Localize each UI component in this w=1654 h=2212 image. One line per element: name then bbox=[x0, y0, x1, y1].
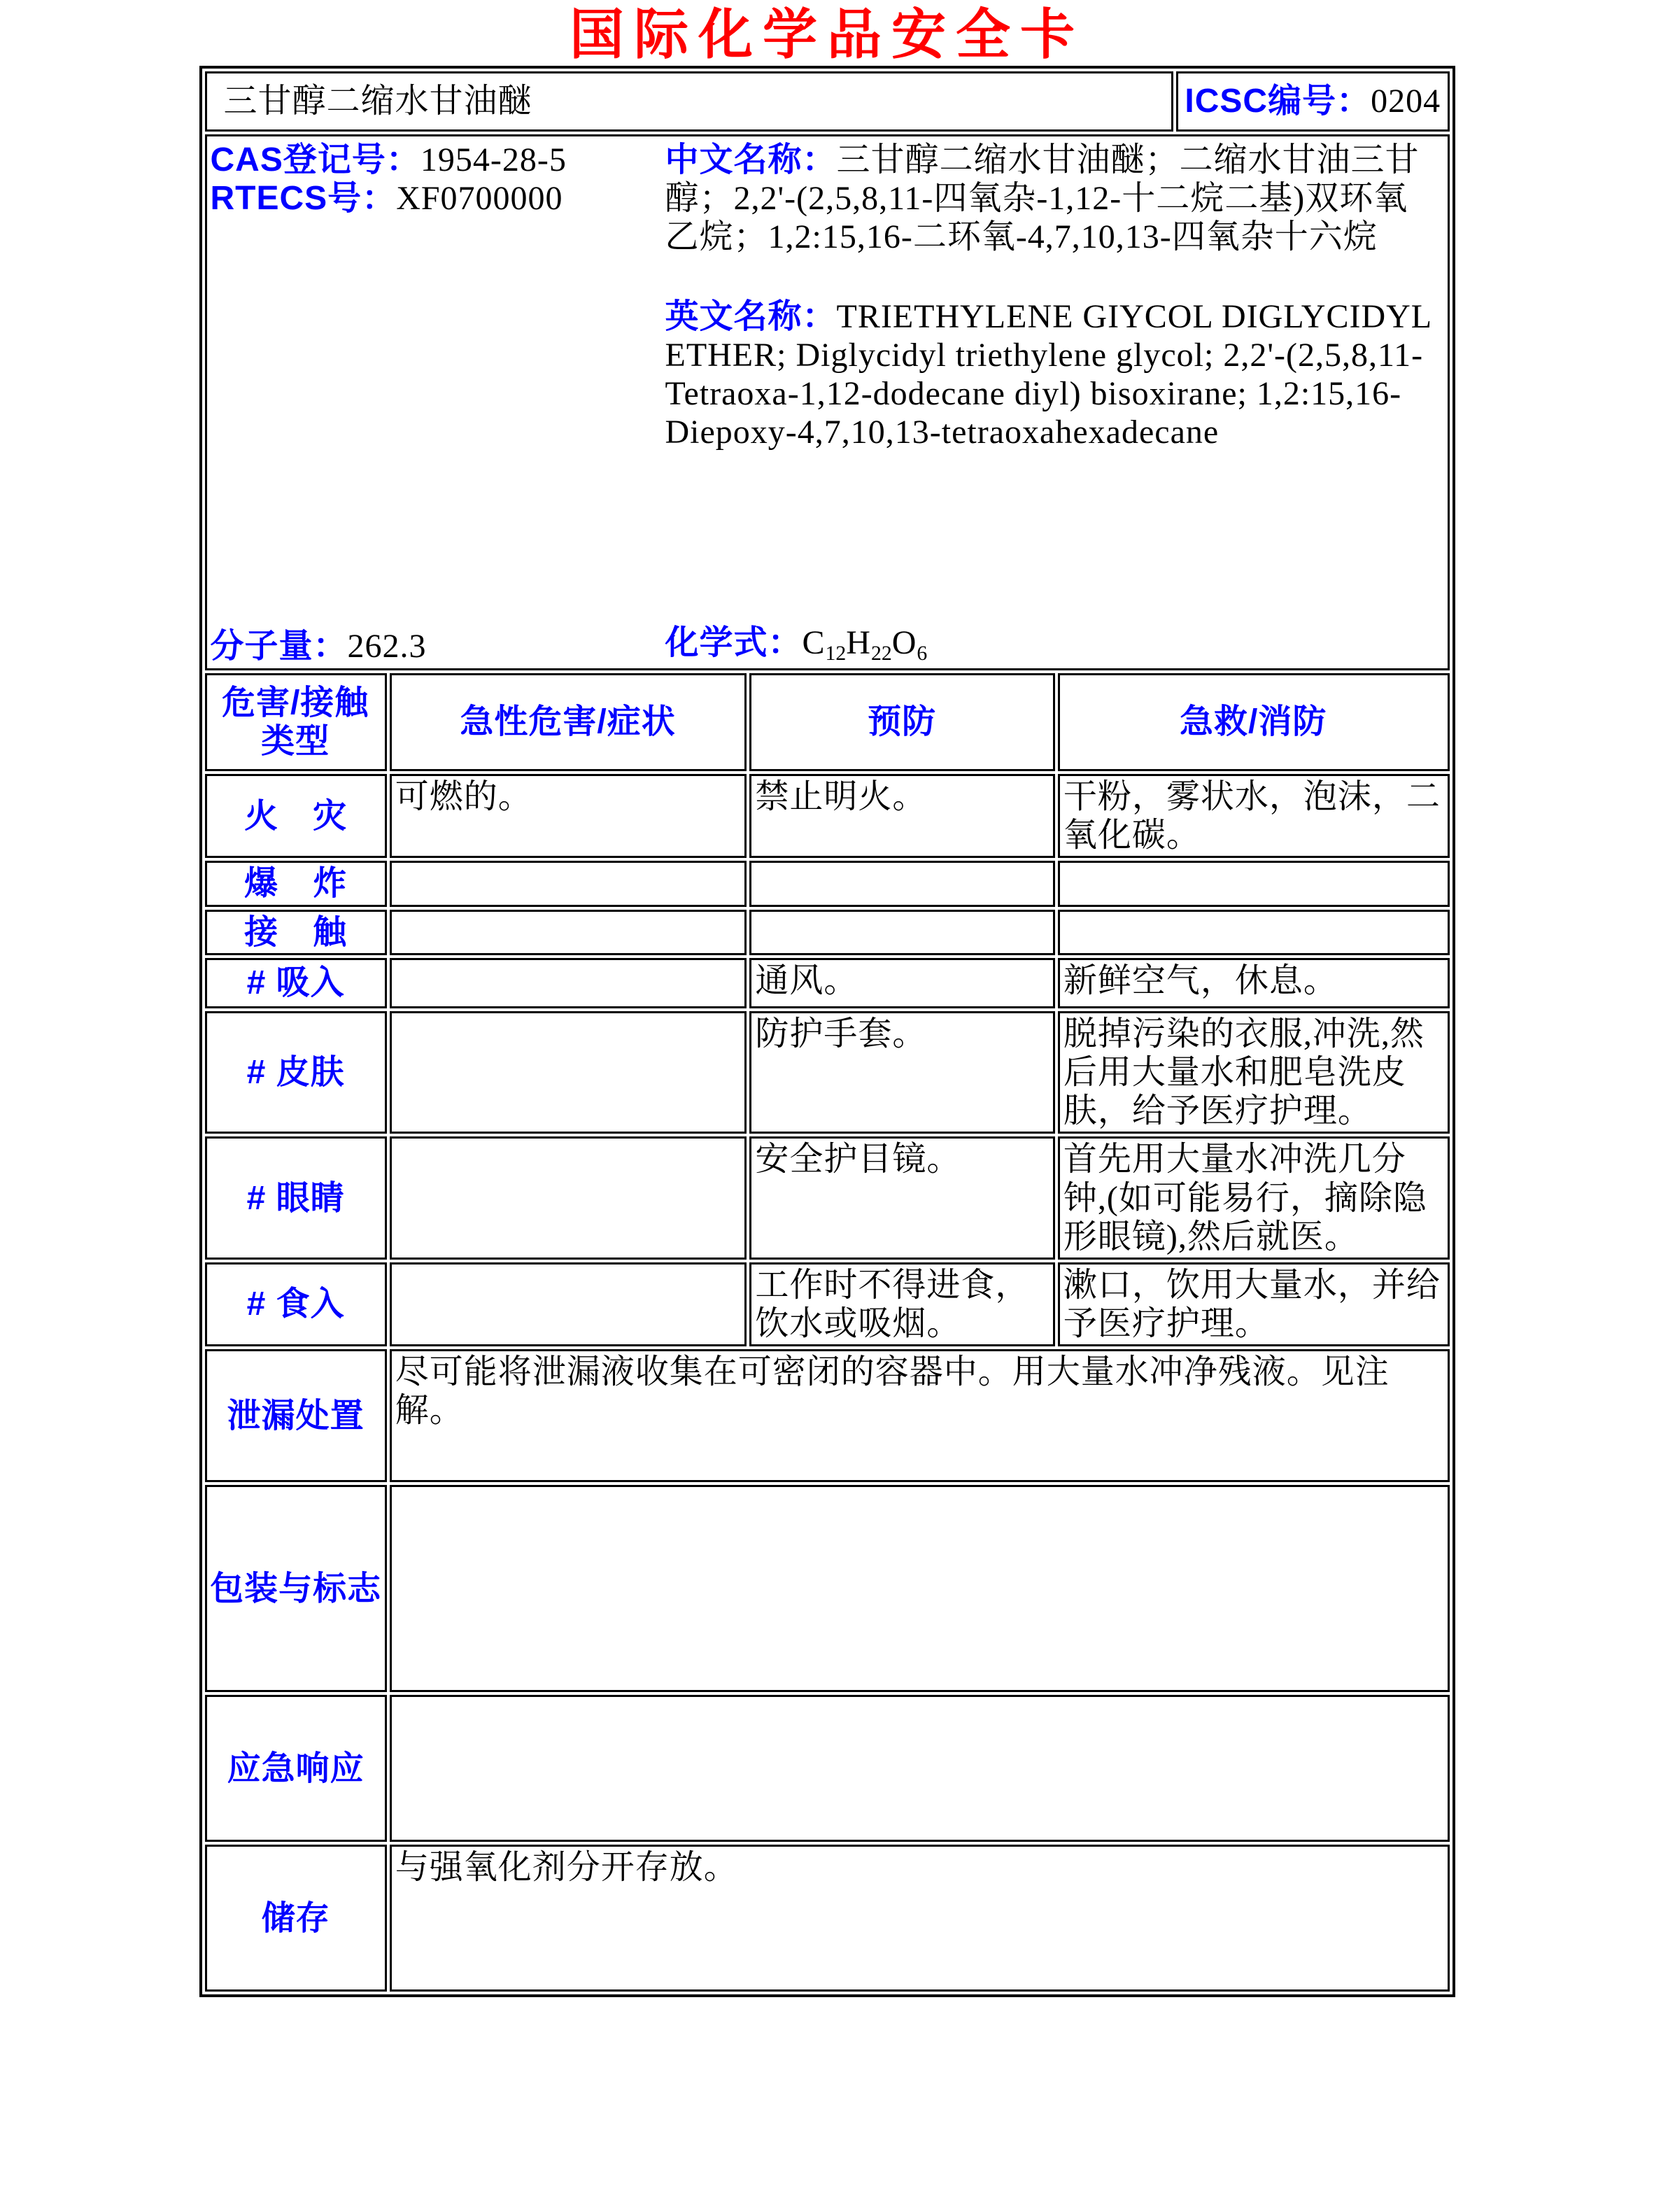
row-label-skin: # 皮肤 bbox=[205, 1011, 387, 1134]
inhalation-prevention: 通风。 bbox=[749, 958, 1054, 1008]
section-label-spillage: 泄漏处置 bbox=[205, 1349, 387, 1482]
packaging-content bbox=[390, 1485, 1450, 1692]
cas-line bbox=[211, 141, 665, 179]
names-block bbox=[665, 141, 1442, 665]
section-label-packaging: 包装与标志 bbox=[205, 1485, 387, 1692]
emergency-content bbox=[390, 1695, 1450, 1842]
card-header-row bbox=[205, 71, 1450, 132]
row-label-inhalation: # 吸入 bbox=[205, 958, 387, 1008]
inhalation-response: 新鲜空气，休息。 bbox=[1058, 958, 1450, 1008]
skin-response: 脱掉污染的衣服,冲洗,然后用大量水和肥皂洗皮肤，给予医疗护理。 bbox=[1058, 1011, 1450, 1134]
explosion-response bbox=[1058, 861, 1450, 906]
english-name-label: 英文名称： bbox=[665, 297, 837, 335]
rtecs-value: XF0700000 bbox=[396, 180, 563, 218]
safety-card-table bbox=[199, 66, 1455, 1997]
chinese-name-value: 三甘醇二缩水甘油醚；二缩水甘油三甘醇；2,2'-(2,5,8,11-四氧杂-1,12-十二烷二基)双环氧乙烷；1,2:15,16-二环氧-4,7,10,13-四氧杂十六烷 bbox=[665, 141, 1420, 256]
hazard-row-explosion bbox=[205, 861, 1450, 906]
chinese-name-label: 中文名称： bbox=[665, 141, 837, 178]
molecular-weight-line bbox=[211, 627, 665, 665]
section-label-emergency: 应急响应 bbox=[205, 1695, 387, 1842]
formula-label: 化学式： bbox=[665, 624, 803, 661]
formula-value: $C_{12}H_{22}O_6$ bbox=[802, 624, 928, 665]
hazard-row-eyes bbox=[205, 1136, 1450, 1260]
molecular-weight-value: 262.3 bbox=[347, 627, 427, 665]
hazard-row-skin bbox=[205, 1011, 1450, 1134]
header-acute-hazards: 急性危害/症状 bbox=[390, 673, 747, 771]
icsc-number: 0204 bbox=[1371, 83, 1441, 120]
row-label-eyes: # 眼睛 bbox=[205, 1136, 387, 1260]
ingestion-response: 漱口，饮用大量水，并给予医疗护理。 bbox=[1058, 1262, 1450, 1346]
section-row-storage bbox=[205, 1845, 1450, 1992]
english-name-value: TRIETHYLENE GIYCOL DIGLYCIDYL ETHER; Diglycidyl triethylene glycol; 2,2'-(2,5,8,11-Tetraoxa-1,12-dodecane diyl) bisoxirane; 1,2:15,16-Diepoxy-4,7,10,13-tetraoxahexadecane bbox=[665, 297, 1432, 451]
hazard-row-contact bbox=[205, 910, 1450, 955]
molecular-weight-label: 分子量： bbox=[210, 627, 348, 665]
identity-row bbox=[205, 134, 1450, 670]
row-label-explosion: 爆 炸 bbox=[205, 861, 387, 906]
ingestion-prevention: 工作时不得进食，饮水或吸烟。 bbox=[749, 1262, 1054, 1346]
skin-symptoms bbox=[390, 1011, 747, 1134]
row-label-fire: 火 灾 bbox=[205, 774, 387, 858]
contact-response bbox=[1058, 910, 1450, 955]
hazard-row-inhalation bbox=[205, 958, 1450, 1008]
fire-response: 干粉，雾状水，泡沫，二氧化碳。 bbox=[1058, 774, 1450, 858]
skin-prevention: 防护手套。 bbox=[749, 1011, 1054, 1134]
rtecs-label: RTECS号： bbox=[210, 180, 397, 218]
icsc-label: ICSC编号： bbox=[1185, 83, 1371, 120]
registry-block bbox=[211, 141, 665, 665]
rtecs-line bbox=[211, 179, 665, 218]
hazard-row-ingestion bbox=[205, 1262, 1450, 1346]
contact-symptoms bbox=[390, 910, 747, 955]
section-label-storage: 储存 bbox=[205, 1845, 387, 1992]
inhalation-symptoms bbox=[390, 958, 747, 1008]
fire-prevention: 禁止明火。 bbox=[749, 774, 1054, 858]
chemical-name: 三甘醇二缩水甘油醚 bbox=[205, 71, 1174, 132]
icsc-number-cell bbox=[1176, 71, 1449, 132]
ingestion-symptoms bbox=[390, 1262, 747, 1346]
hazard-header-row bbox=[205, 673, 1450, 771]
fire-symptoms: 可燃的。 bbox=[390, 774, 747, 858]
eyes-symptoms bbox=[390, 1136, 747, 1260]
eyes-prevention: 安全护目镜。 bbox=[749, 1136, 1054, 1260]
header-prevention: 预防 bbox=[749, 673, 1054, 771]
explosion-prevention bbox=[749, 861, 1054, 906]
cas-label: CAS登记号： bbox=[210, 141, 420, 178]
english-name-paragraph bbox=[665, 297, 1442, 452]
identity-cell bbox=[205, 134, 1450, 670]
hazard-row-fire bbox=[205, 774, 1450, 858]
section-row-spillage bbox=[205, 1349, 1450, 1482]
eyes-response: 首先用大量水冲洗几分钟,(如可能易行，摘除隐形眼镜),然后就医。 bbox=[1058, 1136, 1450, 1260]
section-row-emergency bbox=[205, 1695, 1450, 1842]
contact-prevention bbox=[749, 910, 1054, 955]
row-label-contact: 接 触 bbox=[205, 910, 387, 955]
storage-content: 与强氧化剂分开存放。 bbox=[390, 1845, 1450, 1992]
chinese-name-paragraph bbox=[665, 141, 1442, 257]
section-row-packaging bbox=[205, 1485, 1450, 1692]
cas-value: 1954-28-5 bbox=[420, 141, 567, 178]
header-hazard-type: 危害/接触 类型 bbox=[205, 673, 387, 771]
spillage-content: 尽可能将泄漏液收集在可密闭的容器中。用大量水冲净残液。见注解。 bbox=[390, 1349, 1450, 1482]
row-label-ingestion: # 食入 bbox=[205, 1262, 387, 1346]
header-firefighting: 急救/消防 bbox=[1058, 673, 1450, 771]
page-title: 国际化学品安全卡 bbox=[569, 3, 1084, 65]
icsc-document-page bbox=[0, 3, 1654, 2212]
explosion-symptoms bbox=[390, 861, 747, 906]
formula-line bbox=[665, 624, 1442, 665]
